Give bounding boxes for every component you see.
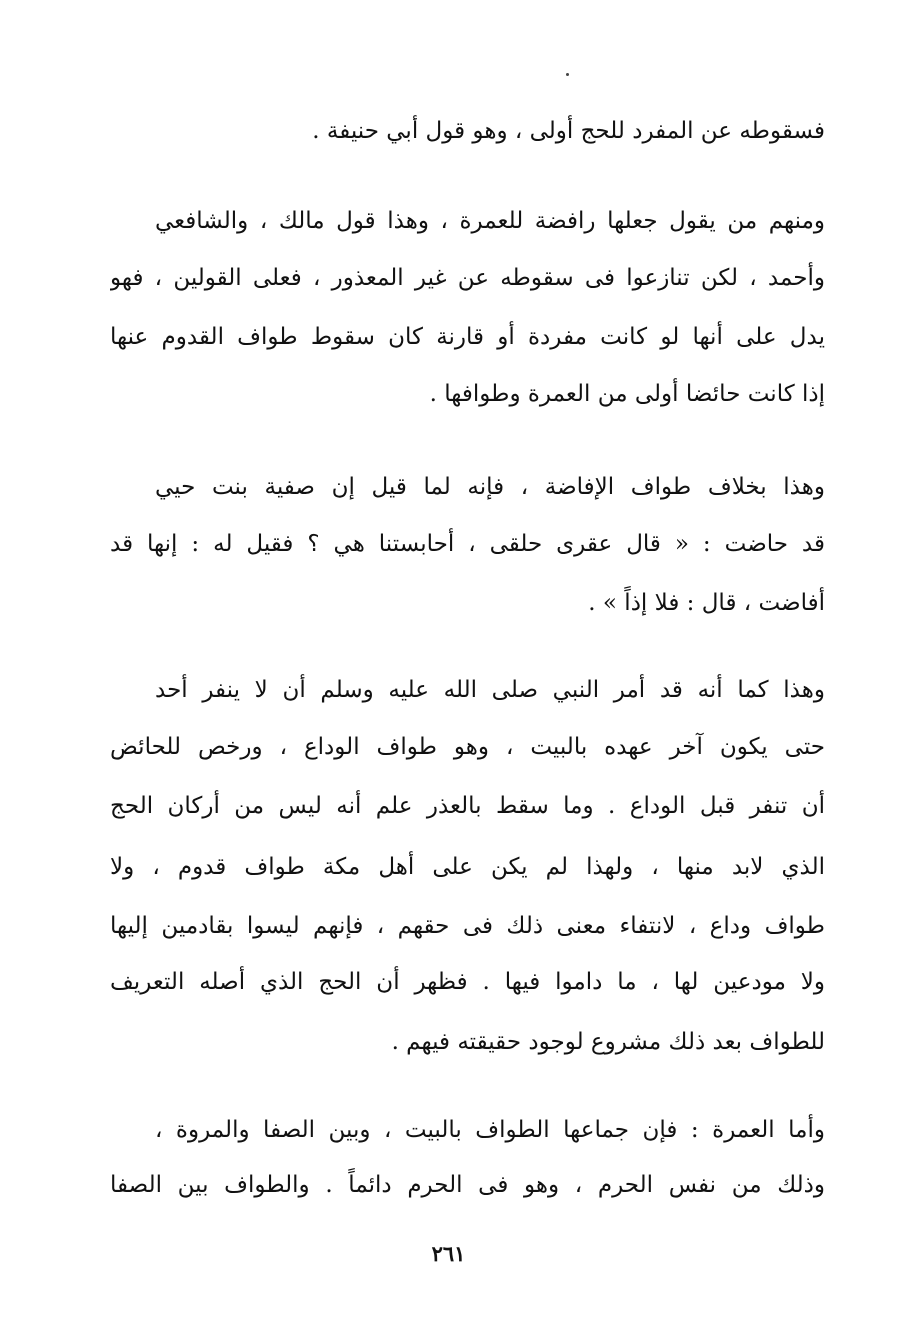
- text-line: طواف وداع ، لانتفاء معنى ذلك فى حقهم ، فإنهم ليسوا بقادمين إليها: [110, 913, 825, 939]
- text-line: يدل على أنها لو كانت مفردة أو قارنة كان سقوط طواف القدوم عنها: [110, 324, 825, 350]
- text-line: إذا كانت حائضا أولى من العمرة وطوافها .: [429, 381, 825, 407]
- text-line: وهذا كما أنه قد أمر النبي صلى الله عليه وسلم أن لا ينفر أحد: [155, 677, 825, 703]
- text-line: ولا مودعين لها ، ما داموا فيها . فظهر أن الحج الذي أصله التعريف: [110, 969, 825, 995]
- text-line: فسقوطه عن المفرد للحج أولى ، وهو قول أبي حنيفة .: [312, 118, 825, 144]
- text-line: حتى يكون آخر عهده بالبيت ، وهو طواف الوداع ، ورخص للحائض: [110, 734, 825, 760]
- print-speck: [566, 73, 569, 76]
- text-line: وأما العمرة : فإن جماعها الطواف بالبيت ، وبين الصفا والمروة ،: [155, 1117, 825, 1143]
- text-line: للطواف بعد ذلك مشروع لوجود حقيقته فيهم .: [391, 1029, 825, 1055]
- text-line: الذي لابد منها ، ولهذا لم يكن على أهل مكة طواف قدوم ، ولا: [110, 854, 825, 880]
- text-line: أن تنفر قبل الوداع . وما سقط بالعذر علم أنه ليس من أركان الحج: [110, 793, 825, 819]
- text-line: أفاضت ، قال : فلا إذاً » .: [588, 590, 825, 616]
- text-line: قد حاضت : « قال عقرى حلقى ، أحابستنا هي ؟ فقيل له : إنها قد: [110, 531, 825, 557]
- text-line: وذلك من نفس الحرم ، وهو فى الحرم دائماً . والطواف بين الصفا: [110, 1172, 825, 1198]
- page-number: ٢٦١: [431, 1241, 466, 1266]
- text-line: وأحمد ، لكن تنازعوا فى سقوطه عن غير المعذور ، فعلى القولين ، فهو: [110, 265, 825, 291]
- text-line: ومنهم من يقول جعلها رافضة للعمرة ، وهذا قول مالك ، والشافعي: [155, 208, 825, 234]
- text-line: وهذا بخلاف طواف الإفاضة ، فإنه لما قيل إن صفية بنت حيي: [155, 474, 825, 500]
